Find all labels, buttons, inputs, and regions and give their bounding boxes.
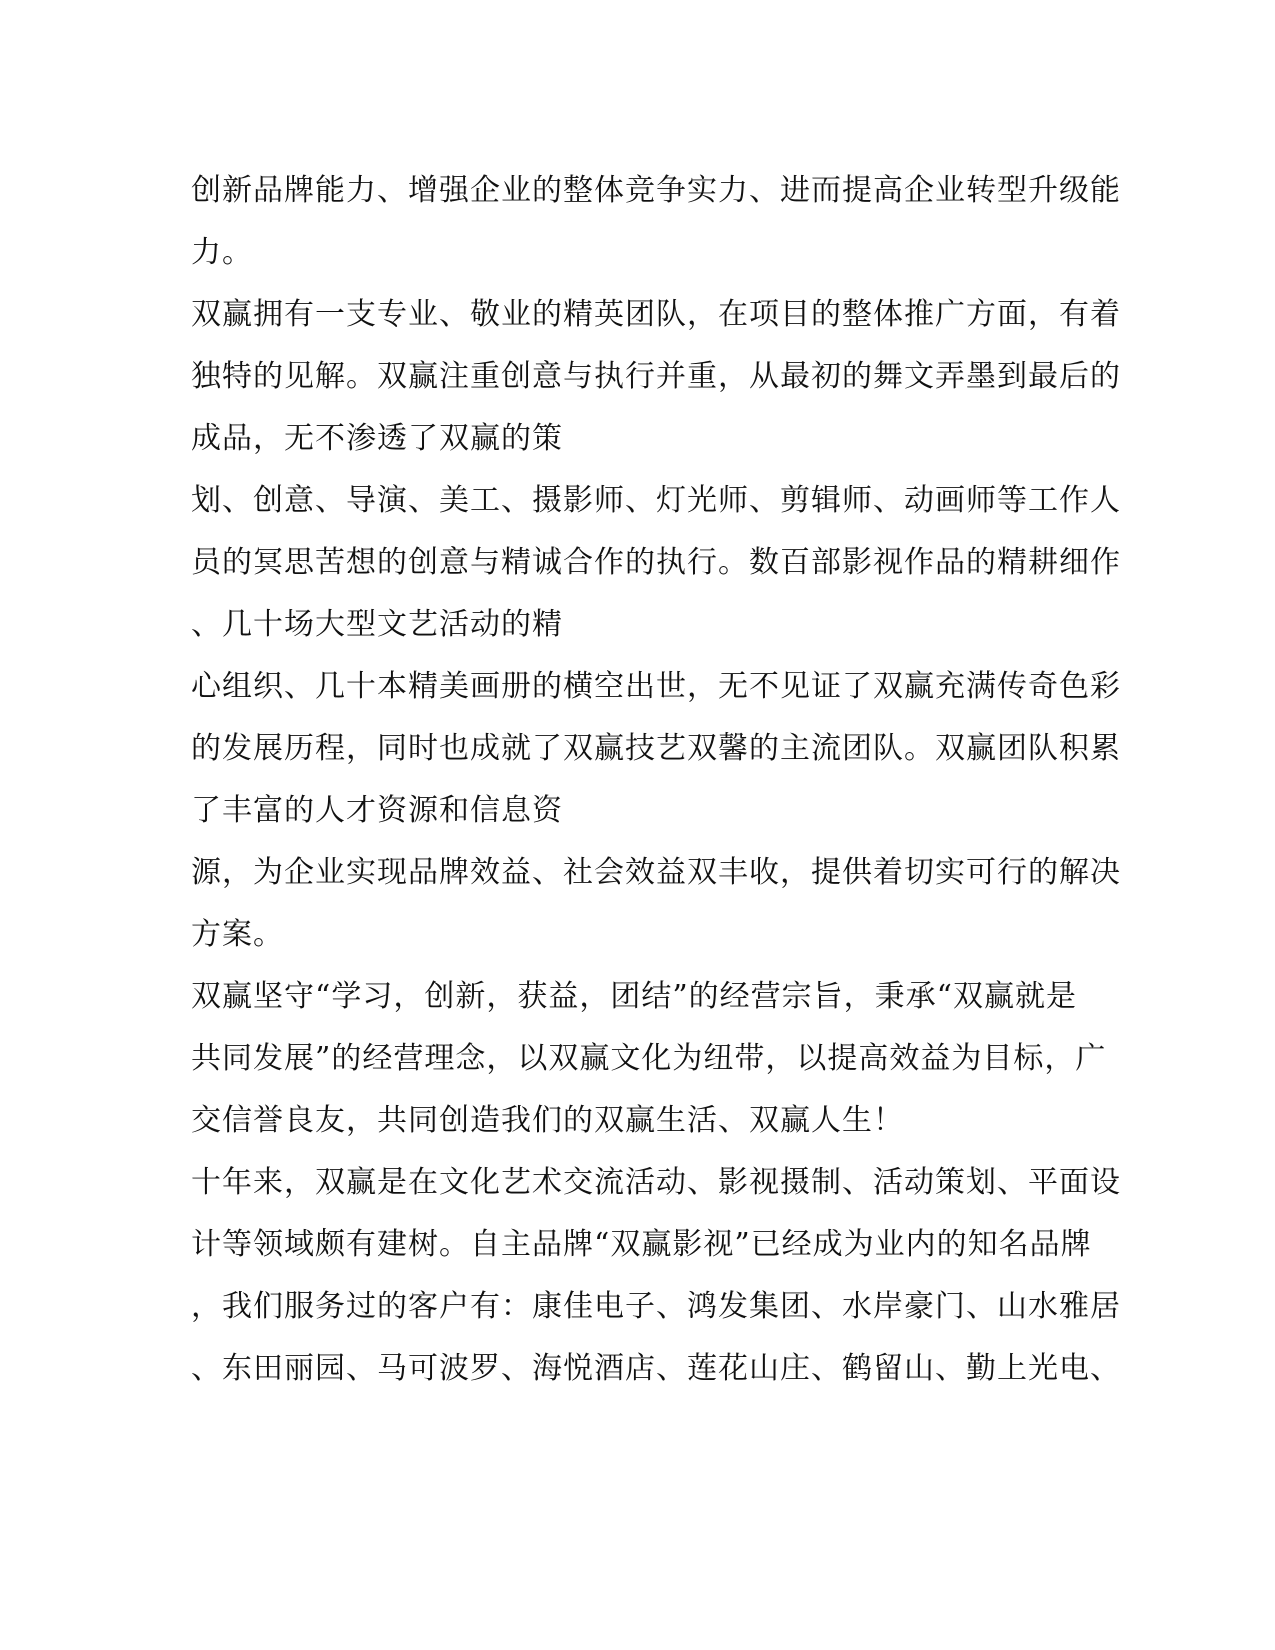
text-line: 方案。 <box>191 917 284 952</box>
text-line: 独特的见解。双赢注重创意与执行并重，从最初的舞文弄墨到最后的 <box>191 359 1121 394</box>
body-text <box>191 160 1121 1400</box>
text-line: 交信誉良友，共同创造我们的双赢生活、双赢人生！ <box>191 1103 904 1138</box>
text-line: 、几十场大型文艺活动的精 <box>191 607 563 642</box>
text-line: 双赢坚守“学习，创新，获益，团结”的经营宗旨，秉承“双赢就是 <box>191 979 1078 1014</box>
text-line: 源，为企业实现品牌效益、社会效益双丰收，提供着切实可行的解决 <box>191 855 1121 890</box>
text-line: 创新品牌能力、增强企业的整体竞争实力、进而提高企业转型升级能 <box>191 173 1121 208</box>
text-line: 十年来，双赢是在文化艺术交流活动、影视摄制、活动策划、平面设 <box>191 1165 1121 1200</box>
text-line: 成品，无不渗透了双赢的策 <box>191 421 563 456</box>
text-line: ，我们服务过的客户有：康佳电子、鸿发集团、水岸豪门、山水雅居 <box>191 1289 1121 1324</box>
text-line: 划、创意、导演、美工、摄影师、灯光师、剪辑师、动画师等工作人 <box>191 483 1121 518</box>
text-line: 员的冥思苦想的创意与精诚合作的执行。数百部影视作品的精耕细作 <box>191 545 1121 580</box>
text-line: 、东田丽园、马可波罗、海悦酒店、莲花山庄、鹤留山、勤上光电、 <box>191 1351 1121 1386</box>
text-line: 的发展历程，同时也成就了双赢技艺双馨的主流团队。双赢团队积累 <box>191 731 1121 766</box>
text-line: 力。 <box>191 235 253 270</box>
text-line: 了丰富的人才资源和信息资 <box>191 793 563 828</box>
text-line: 计等领域颇有建树。自主品牌“双赢影视”已经成为业内的知名品牌 <box>191 1227 1092 1262</box>
text-line: 共同发展”的经营理念，以双赢文化为纽带，以提高效益为目标，广 <box>191 1041 1107 1076</box>
text-line: 心组织、几十本精美画册的横空出世，无不见证了双赢充满传奇色彩 <box>191 669 1121 704</box>
text-line: 双赢拥有一支专业、敬业的精英团队，在项目的整体推广方面，有着 <box>191 297 1121 332</box>
